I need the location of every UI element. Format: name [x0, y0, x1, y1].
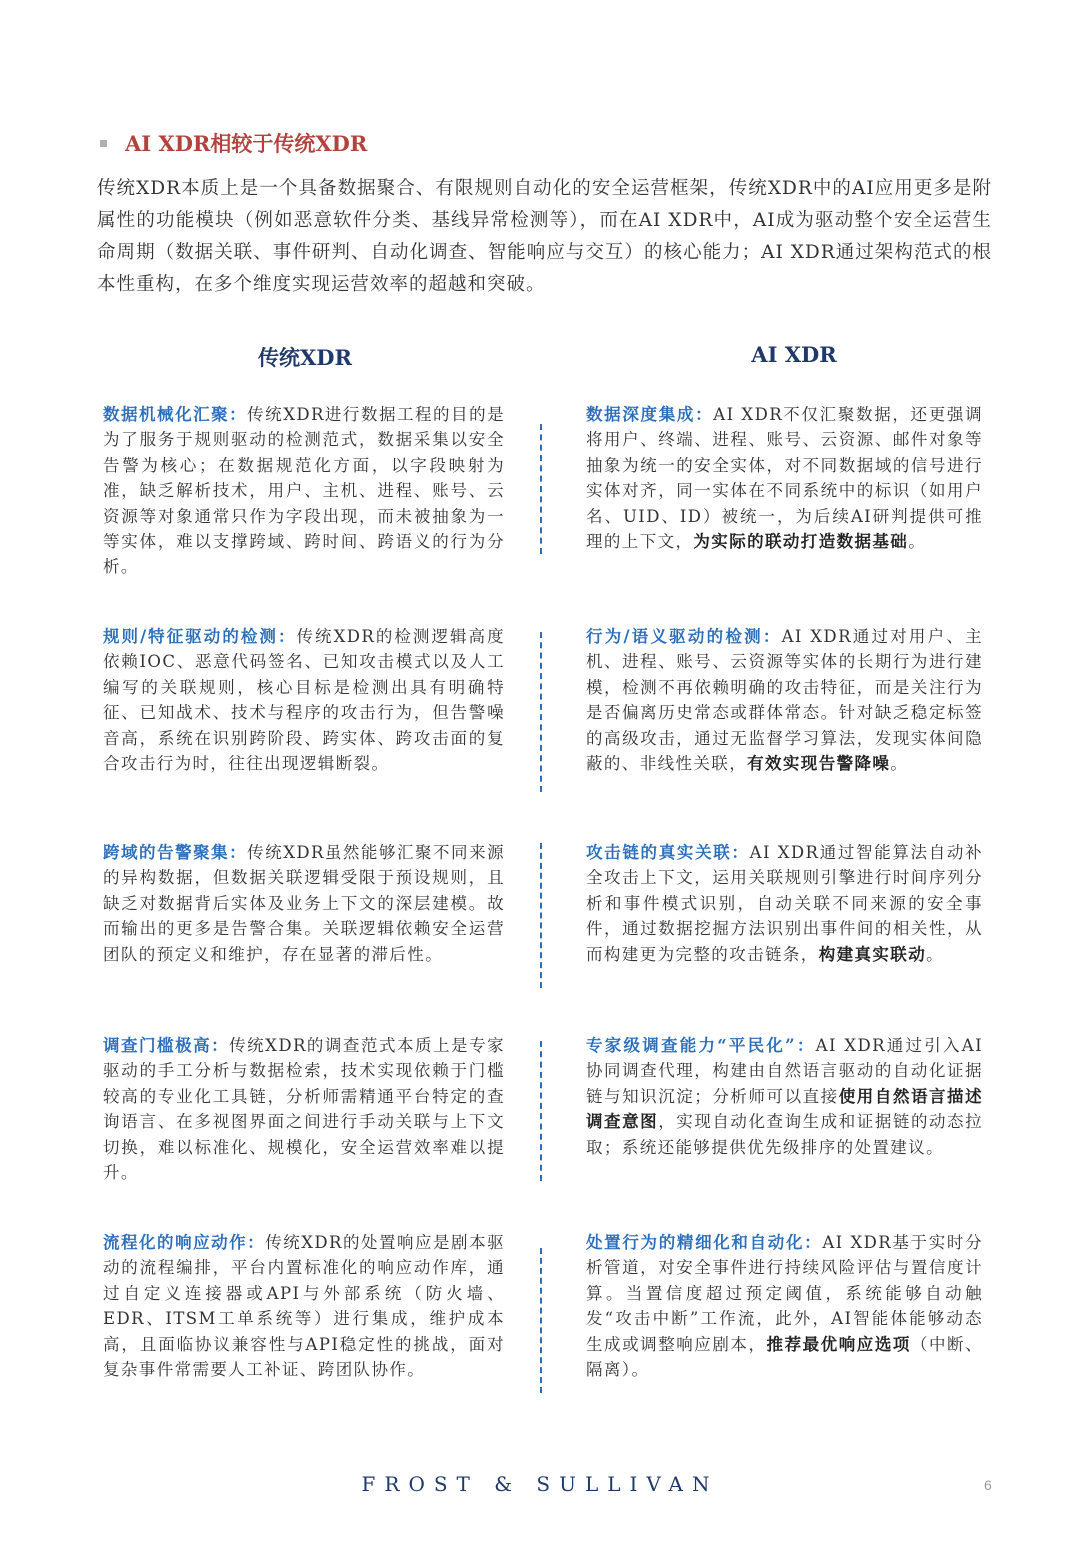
cell-text: 传统XDR的调查范式本质上是专家驱动的手工分析与数据检索，技术实现依赖于门槛较高的专业化工具链，分析师需精通平台特定的查询语言、在多视图界面之间进行手动关联与上下文切换，难以标准化、规模化，安全运营效率难以提升。 [103, 1036, 505, 1183]
column-divider [540, 424, 542, 554]
cell-lead: 行为/语义驱动的检测： [586, 627, 782, 646]
cell-text: 传统XDR进行数据工程的目的是为了服务于规则驱动的检测范式，数据采集以安全告警为核心；在数据规范化方面，以字段映射为准，缺乏解析技术，用户、主机、进程、账号、云资源等对象通常只作为字段出现，而未被抽象为一等实体，难以支撑跨域、跨时间、跨语义的行为分析。 [103, 405, 505, 577]
cell-text: AI XDR通过引入AI协同调查代理，构建由自然语言驱动的自动化证据链与知识沉淀；分析师可以直接 [586, 1036, 984, 1106]
ai-xdr-cell [586, 840, 983, 967]
cell-highlight: 有效实现告警降噪 [747, 754, 891, 774]
cell-tail: 。 [926, 944, 945, 964]
cell-tail: 。 [890, 754, 909, 774]
cell-lead: 流程化的响应动作： [103, 1233, 266, 1252]
cell-text: 传统XDR的处置响应是剧本驱动的流程编排，平台内置标准化的响应动作库，通过自定义连接器或API与外部系统（防火墙、EDR、ITSM工单系统等）进行集成，维护成本高，且面临协议兼容性与API稳定性的挑战，面对复杂事件常需要人工补证、跨团队协作。 [103, 1233, 506, 1380]
cell-highlight: 使用自然语言描述调查意图 [586, 1086, 983, 1132]
cell-lead: 调查门槛极高： [103, 1036, 230, 1055]
cell-text: AI XDR通过对用户、主机、进程、账号、云资源等实体的长期行为进行建模，检测不再依赖明确的攻击特征，而是关注行为是否偏离历史常态或群体常态。针对缺乏稳定标签的高级攻击，通过无监督学习算法，发现实体间隐蔽的、非线性关联， [586, 627, 984, 774]
ai-xdr-cell [586, 402, 983, 554]
left-column-heading: 传统XDR [258, 345, 352, 370]
cell-highlight: 构建真实联动 [818, 944, 927, 964]
traditional-xdr-cell [103, 840, 505, 967]
section-title: AI XDR相较于传统XDR [125, 131, 368, 156]
page-number: 6 [984, 1477, 992, 1493]
cell-lead: 数据深度集成： [586, 405, 714, 424]
section-header [100, 128, 367, 158]
traditional-xdr-cell [103, 624, 505, 776]
cell-text: AI XDR基于实时分析管道，对安全事件进行持续风险评估与置信度计算。当置信度超过预定阈值，系统能够自动触发“攻击中断”工作流，此外，AI智能体能够动态生成或调整响应剧本， [586, 1233, 983, 1354]
traditional-xdr-cell [103, 1230, 505, 1382]
ai-xdr-cell [586, 1230, 983, 1382]
cell-tail: （中断、隔离）。 [586, 1334, 984, 1380]
cell-lead: 处置行为的精细化和自动化： [586, 1233, 823, 1252]
column-divider [540, 632, 542, 792]
cell-text: AI XDR不仅汇聚数据，还更强调将用户、终端、进程、账号、云资源、邮件对象等抽象为统一的安全实体，对不同数据域的信号进行实体对齐，同一实体在不同系统中的标识（如用户名、UID、ID）被统一，为后续AI研判提供可推理的上下文， [586, 405, 983, 552]
traditional-xdr-cell [103, 402, 505, 580]
column-divider [540, 843, 542, 988]
cell-lead: 跨域的告警聚集： [103, 843, 248, 862]
intro-paragraph: 传统XDR本质上是一个具备数据聚合、有限规则自动化的安全运营框架，传统XDR中的AI应用更多是附属性的功能模块（例如恶意软件分类、基线异常检测等），而在AI XDR中，AI成为驱动整个安全运营生命周期（数据关联、事件研判、自动化调查、智能响应与交互）的核心能力；AI XDR通过架构范式的根本性重构，在多个维度实现运营效率的超越和突破。 [97, 178, 992, 295]
cell-highlight: 推荐最优响应选项 [766, 1334, 911, 1354]
cell-tail: 。 [908, 532, 927, 552]
bullet-square-icon [100, 140, 107, 147]
ai-xdr-cell [586, 624, 983, 776]
traditional-xdr-cell [103, 1033, 505, 1185]
cell-tail: ，实现自动化查询生成和证据链的动态拉取；系统还能够提供优先级排序的处置建议。 [586, 1112, 983, 1157]
cell-highlight: 为实际的联动打造数据基础 [693, 532, 909, 552]
column-divider [540, 1248, 542, 1393]
ai-xdr-cell [586, 1033, 983, 1160]
cell-text: 传统XDR的检测逻辑高度依赖IOC、恶意代码签名、已知攻击模式以及人工编写的关联规则，核心目标是检测出具有明确特征、已知战术、技术与程序的攻击行为，但告警噪音高，系统在识别跨阶段、跨实体、跨攻击面的复合攻击行为时，往往出现逻辑断裂。 [103, 627, 505, 774]
cell-text: AI XDR通过智能算法自动补全攻击上下文，运用关联规则引擎进行时间序列分析和事件模式识别，自动关联不同来源的安全事件，通过数据挖掘方法识别出事件间的相关性，从而构建更为完整的攻击链条， [586, 843, 983, 964]
cell-lead: 攻击链的真实关联： [586, 843, 750, 862]
cell-lead: 数据机械化汇聚： [103, 405, 248, 424]
column-divider [540, 1041, 542, 1181]
cell-text: 传统XDR虽然能够汇聚不同来源的异构数据，但数据关联逻辑受限于预设规则，且缺乏对数据背后实体及业务上下文的深层建模。故而输出的更多是告警合集。关联逻辑依赖安全运营团队的预定义和维护，存在显著的滞后性。 [103, 843, 505, 964]
cell-lead: 规则/特征驱动的检测： [103, 627, 297, 646]
footer-brand-logo: FROST & SULLIVAN [361, 1472, 719, 1496]
cell-lead: 专家级调查能力“平民化”： [586, 1036, 816, 1055]
right-column-heading: AI XDR [751, 342, 837, 367]
